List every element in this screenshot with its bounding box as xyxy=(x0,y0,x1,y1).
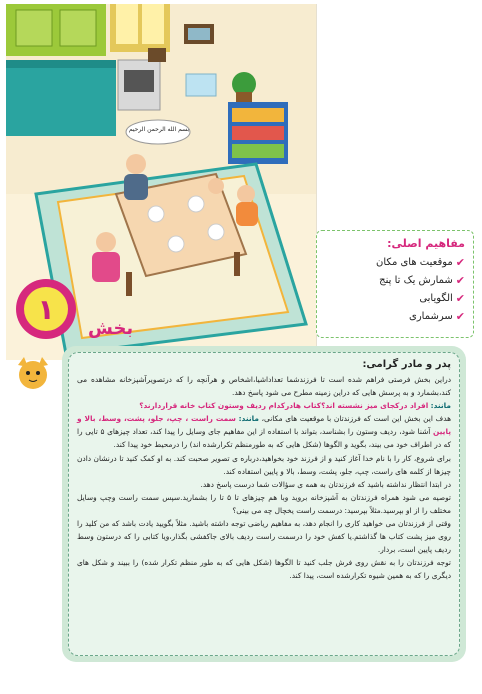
concepts-list xyxy=(325,256,465,323)
notes-heading: پدر و مادر گرامی: xyxy=(362,359,451,370)
cat-mascot-icon xyxy=(12,355,54,395)
concept-text: موقعیت های مکان xyxy=(376,257,453,268)
concept-text: الگویابی xyxy=(419,293,453,304)
parent-notes-inner xyxy=(68,352,460,656)
check-icon: ✔ xyxy=(455,274,465,287)
concept-item xyxy=(325,292,465,305)
goal-highlight: سمت راست ، چپ، جلو، پشت، وسط، بالا و پایین xyxy=(77,414,451,437)
check-icon: ✔ xyxy=(455,292,465,305)
main-concepts-box xyxy=(316,230,474,338)
concept-item xyxy=(325,310,465,323)
goal-rest: آشنا شود، ردیف وستون را بشناسد، بتواند با استفاده از این مفاهیم جای وسایل را پیدا کند، تعداد چیزهای ۵ تایی را که در اطراف خود می بیند، بگوید و الگوها (شکل هایی که به طورمنظم تکرارشده اند) را درمحیط خود پیدا کند. xyxy=(77,427,451,450)
notes-paragraph: در ابتدا انتظار نداشته باشید که فرزندتان به همه ی سؤالات شما درست پاسخ دهد. xyxy=(200,479,451,489)
notes-paragraph: توجه فرزندتان را به نقش روی فرش جلب کنید تا الگوها (شکل هایی که به طور منظم تکرار شده) را ببیند و شکل های دیگری را که به همین شیوه تکرارشده است، پیدا کند. xyxy=(77,558,451,581)
concept-text: شمارش یک تا پنج xyxy=(379,275,453,286)
notes-paragraph: توصیه می شود همراه فرزندتان به آشپزخانه بروید وبا هم چیزهای تا ۵ تا را بشمارید.سپس سمت راست وچپ وسایل مختلف را از او بپرسید.مثلاً بپرسید: درسمت راست یخچال چه می بینی؟ xyxy=(77,492,451,515)
check-icon: ✔ xyxy=(455,310,465,323)
concept-item xyxy=(325,274,465,287)
example-label: مانند: xyxy=(430,401,451,411)
concepts-title: مفاهیم اصلی: xyxy=(387,237,465,250)
section-number: ۱ xyxy=(37,292,55,326)
goal-text: هدف این بخش این است که فرزندتان با موقعیت های مکانی، xyxy=(261,414,451,424)
speech-bubble-text: بسم الله الرحمن الرحیم xyxy=(128,126,190,133)
notes-paragraph: وقتی از فرزندتان می خواهید کاری را انجام دهد، به مفاهیم ریاضی توجه داشته باشید. مثلاً بگویید یادت باشد که من کلید را روی میز پشت کتاب ها گذاشتم.یا کفش خود را درسمت راست ردیف بالای جاکفشی بگذار،ویا کتابی را که درستون وسط ردیف پایین است، بردار. xyxy=(77,519,451,555)
concept-text: سرشماری xyxy=(409,311,453,322)
check-icon: ✔ xyxy=(455,256,465,269)
notes-paragraph: دراین بخش فرصتی فراهم شده است تا فرزندشما تعداداشیا،اشخاص و هرآنچه را که درتصویرآشپزخانه مشاهده می کند،بشمارد و به پرسش هایی که دراین زمینه مطرح می شود پاسخ دهد. xyxy=(77,375,451,398)
notes-example xyxy=(77,399,451,412)
example-highlight: افراد درکجای میز نشسته اند؟کتاب هادرکدام ردیف وستون کتاب خانه قراردارند؟ xyxy=(139,401,429,411)
concept-item xyxy=(325,256,465,269)
notes-paragraph: برای شروع، کار را با نام خدا آغاز کنید و از فرزند خود بخواهید،درباره ی تصویر صحبت کند. به او کمک کنید تا درنشان دادن چیزها از کلمه های راست، چپ، جلو، پشت، وسط، بالا و پایین استفاده کند. xyxy=(77,453,451,476)
parent-notes-box xyxy=(62,346,466,662)
goal-label: مانند: xyxy=(238,414,259,424)
section-label: بخش xyxy=(88,318,134,339)
notes-goal xyxy=(77,412,451,451)
